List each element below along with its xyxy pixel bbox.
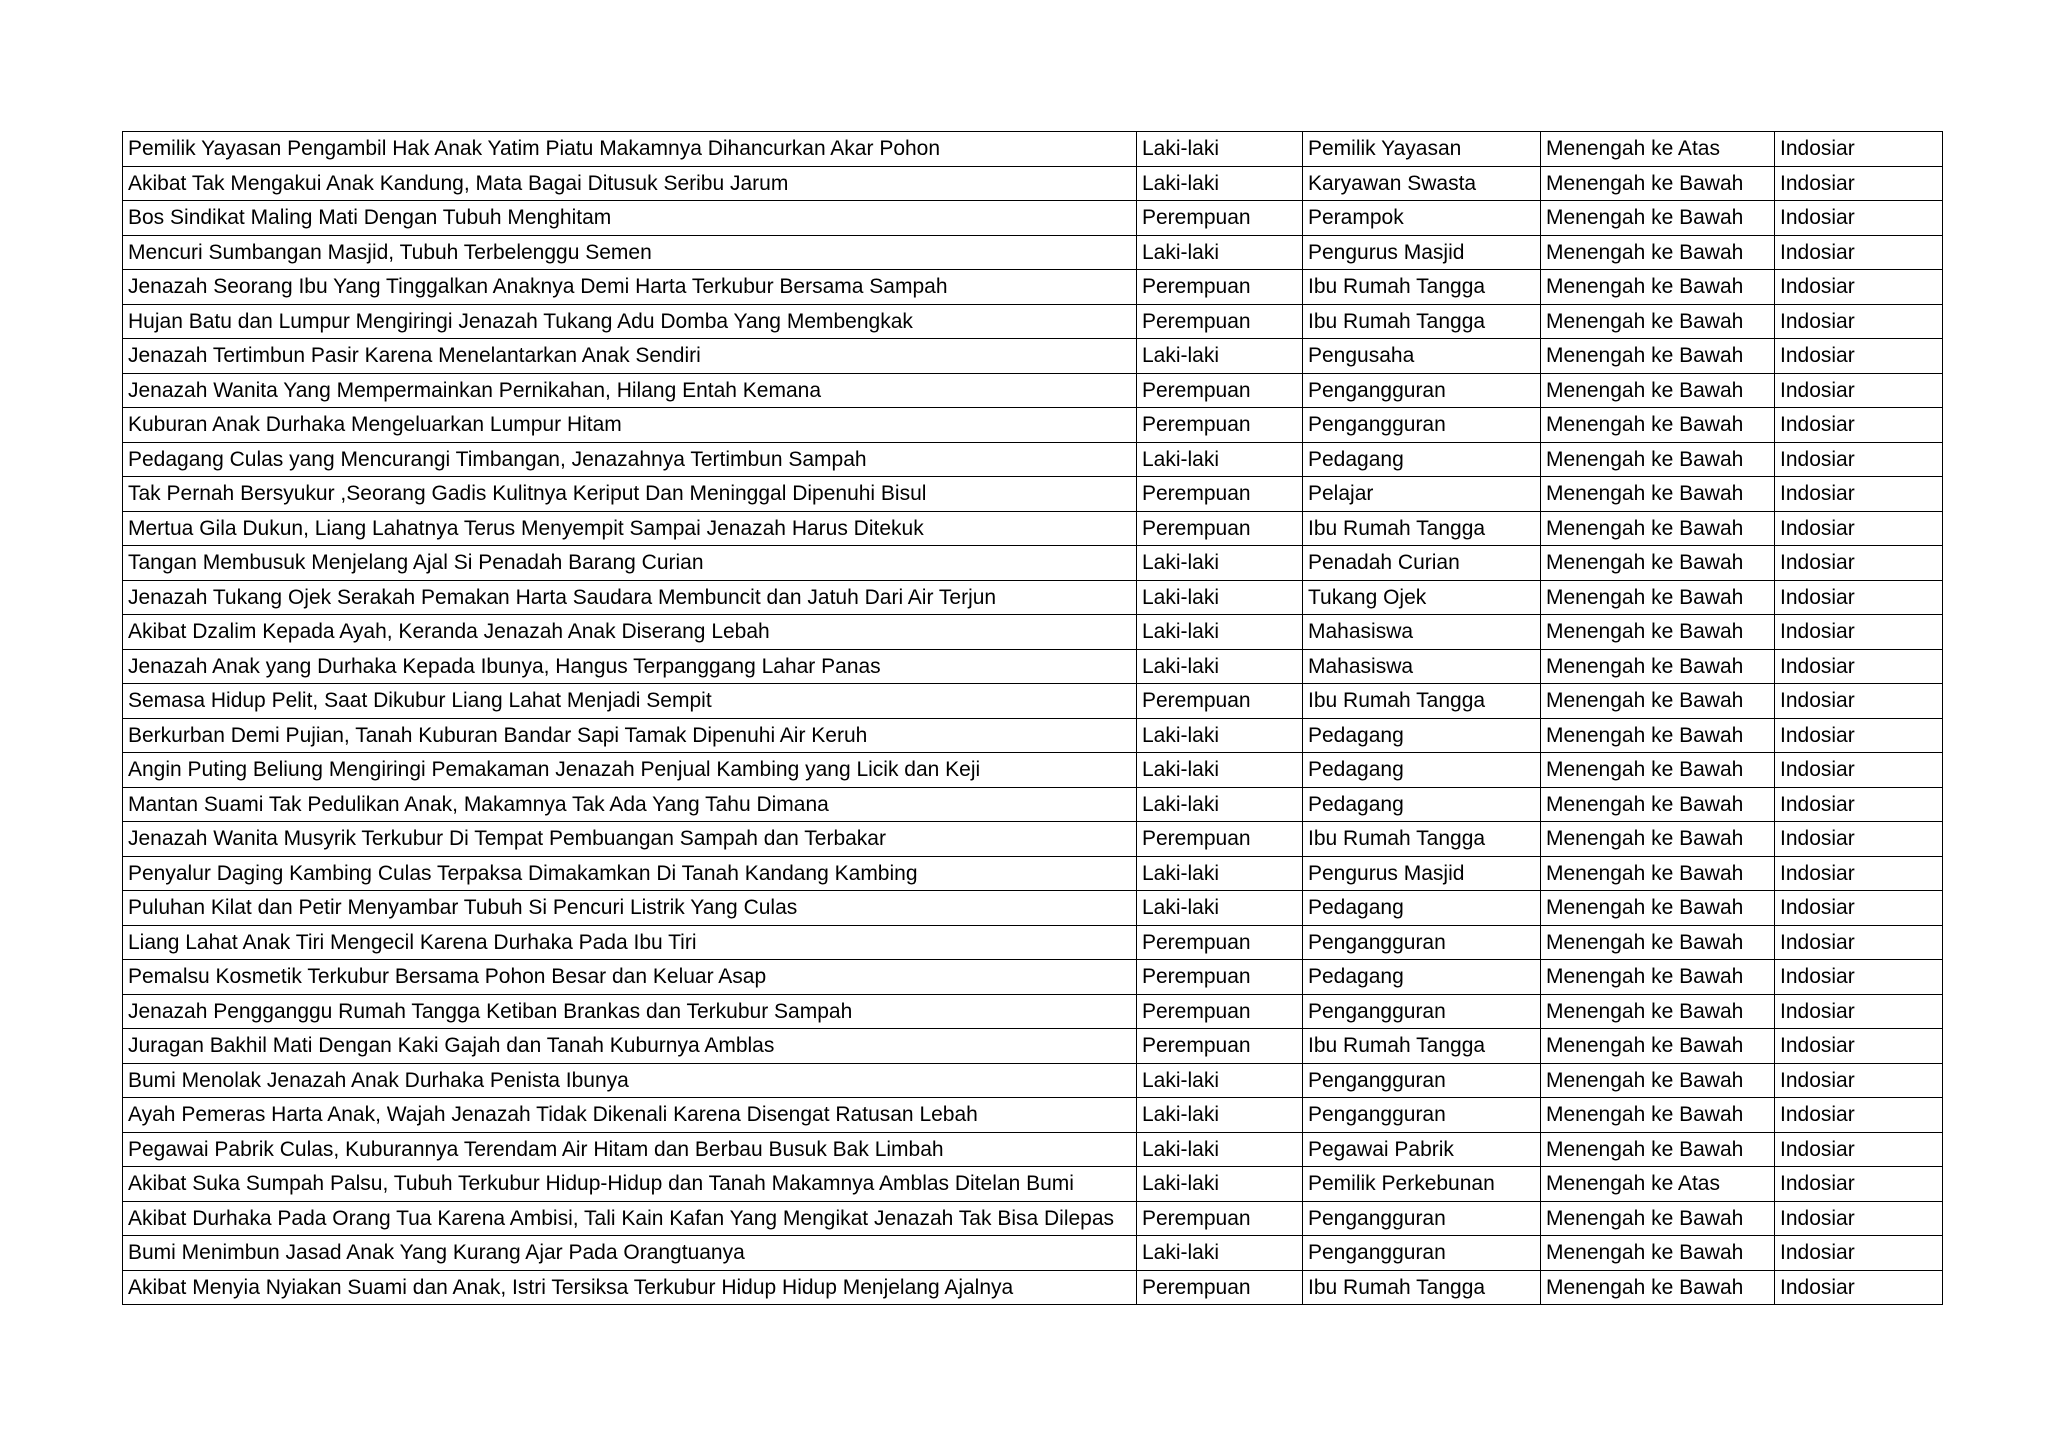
title-cell: Akibat Menyia Nyiakan Suami dan Anak, Istri Tersiksa Terkubur Hidup Hidup Menjelang Ajalnya — [123, 1270, 1137, 1305]
occupation-cell: Mahasiswa — [1303, 649, 1541, 684]
occupation-cell: Pelajar — [1303, 477, 1541, 512]
title-cell: Pegawai Pabrik Culas, Kuburannya Terendam Air Hitam dan Berbau Busuk Bak Limbah — [123, 1132, 1137, 1167]
gender-cell: Laki-laki — [1137, 580, 1303, 615]
occupation-cell: Penadah Curian — [1303, 546, 1541, 581]
title-cell: Akibat Durhaka Pada Orang Tua Karena Ambisi, Tali Kain Kafan Yang Mengikat Jenazah Tak Bisa Dilepas — [123, 1201, 1137, 1236]
title-cell: Jenazah Tukang Ojek Serakah Pemakan Harta Saudara Membuncit dan Jatuh Dari Air Terjun — [123, 580, 1137, 615]
station-cell: Indosiar — [1775, 753, 1943, 788]
table-row — [123, 1236, 1943, 1271]
table-row — [123, 822, 1943, 857]
occupation-cell: Pengurus Masjid — [1303, 235, 1541, 270]
class-cell: Menengah ke Bawah — [1541, 1201, 1775, 1236]
class-cell: Menengah ke Bawah — [1541, 408, 1775, 443]
gender-cell: Perempuan — [1137, 1029, 1303, 1064]
station-cell: Indosiar — [1775, 339, 1943, 374]
station-cell: Indosiar — [1775, 1236, 1943, 1271]
gender-cell: Laki-laki — [1137, 132, 1303, 167]
class-cell: Menengah ke Bawah — [1541, 546, 1775, 581]
title-cell: Jenazah Wanita Yang Mempermainkan Pernikahan, Hilang Entah Kemana — [123, 373, 1137, 408]
gender-cell: Laki-laki — [1137, 339, 1303, 374]
station-cell: Indosiar — [1775, 891, 1943, 926]
gender-cell: Laki-laki — [1137, 1167, 1303, 1202]
title-cell: Bumi Menimbun Jasad Anak Yang Kurang Ajar Pada Orangtuanya — [123, 1236, 1137, 1271]
station-cell: Indosiar — [1775, 856, 1943, 891]
title-cell: Jenazah Anak yang Durhaka Kepada Ibunya, Hangus Terpanggang Lahar Panas — [123, 649, 1137, 684]
station-cell: Indosiar — [1775, 994, 1943, 1029]
table-row — [123, 304, 1943, 339]
occupation-cell: Ibu Rumah Tangga — [1303, 822, 1541, 857]
table-row — [123, 718, 1943, 753]
table-row — [123, 1098, 1943, 1133]
title-cell: Mencuri Sumbangan Masjid, Tubuh Terbelenggu Semen — [123, 235, 1137, 270]
class-cell: Menengah ke Bawah — [1541, 1029, 1775, 1064]
occupation-cell: Pengangguran — [1303, 925, 1541, 960]
station-cell: Indosiar — [1775, 166, 1943, 201]
table-row — [123, 132, 1943, 167]
gender-cell: Laki-laki — [1137, 649, 1303, 684]
class-cell: Menengah ke Bawah — [1541, 994, 1775, 1029]
station-cell: Indosiar — [1775, 925, 1943, 960]
station-cell: Indosiar — [1775, 1132, 1943, 1167]
table-row — [123, 649, 1943, 684]
class-cell: Menengah ke Bawah — [1541, 1236, 1775, 1271]
table-row — [123, 787, 1943, 822]
station-cell: Indosiar — [1775, 580, 1943, 615]
occupation-cell: Pedagang — [1303, 960, 1541, 995]
gender-cell: Laki-laki — [1137, 1063, 1303, 1098]
station-cell: Indosiar — [1775, 408, 1943, 443]
gender-cell: Perempuan — [1137, 684, 1303, 719]
title-cell: Akibat Tak Mengakui Anak Kandung, Mata Bagai Ditusuk Seribu Jarum — [123, 166, 1137, 201]
occupation-cell: Pengurus Masjid — [1303, 856, 1541, 891]
table-row — [123, 1167, 1943, 1202]
table-row — [123, 408, 1943, 443]
title-cell: Akibat Suka Sumpah Palsu, Tubuh Terkubur Hidup-Hidup dan Tanah Makamnya Amblas Ditelan Bumi — [123, 1167, 1137, 1202]
station-cell: Indosiar — [1775, 615, 1943, 650]
title-cell: Pemilik Yayasan Pengambil Hak Anak Yatim Piatu Makamnya Dihancurkan Akar Pohon — [123, 132, 1137, 167]
class-cell: Menengah ke Bawah — [1541, 753, 1775, 788]
class-cell: Menengah ke Bawah — [1541, 304, 1775, 339]
gender-cell: Perempuan — [1137, 822, 1303, 857]
class-cell: Menengah ke Bawah — [1541, 270, 1775, 305]
table-row — [123, 580, 1943, 615]
station-cell: Indosiar — [1775, 1063, 1943, 1098]
occupation-cell: Perampok — [1303, 201, 1541, 236]
station-cell: Indosiar — [1775, 718, 1943, 753]
class-cell: Menengah ke Bawah — [1541, 718, 1775, 753]
station-cell: Indosiar — [1775, 1098, 1943, 1133]
station-cell: Indosiar — [1775, 787, 1943, 822]
table-row — [123, 235, 1943, 270]
class-cell: Menengah ke Bawah — [1541, 1063, 1775, 1098]
table-row — [123, 1029, 1943, 1064]
gender-cell: Laki-laki — [1137, 891, 1303, 926]
class-cell: Menengah ke Bawah — [1541, 891, 1775, 926]
occupation-cell: Pedagang — [1303, 442, 1541, 477]
station-cell: Indosiar — [1775, 132, 1943, 167]
station-cell: Indosiar — [1775, 477, 1943, 512]
occupation-cell: Mahasiswa — [1303, 615, 1541, 650]
occupation-cell: Pedagang — [1303, 787, 1541, 822]
table-row — [123, 1132, 1943, 1167]
gender-cell: Perempuan — [1137, 1270, 1303, 1305]
class-cell: Menengah ke Bawah — [1541, 477, 1775, 512]
occupation-cell: Ibu Rumah Tangga — [1303, 1270, 1541, 1305]
class-cell: Menengah ke Bawah — [1541, 787, 1775, 822]
title-cell: Akibat Dzalim Kepada Ayah, Keranda Jenazah Anak Diserang Lebah — [123, 615, 1137, 650]
station-cell: Indosiar — [1775, 442, 1943, 477]
gender-cell: Laki-laki — [1137, 1236, 1303, 1271]
title-cell: Pedagang Culas yang Mencurangi Timbangan, Jenazahnya Tertimbun Sampah — [123, 442, 1137, 477]
class-cell: Menengah ke Bawah — [1541, 166, 1775, 201]
table-row — [123, 166, 1943, 201]
gender-cell: Perempuan — [1137, 304, 1303, 339]
table-row — [123, 856, 1943, 891]
occupation-cell: Tukang Ojek — [1303, 580, 1541, 615]
gender-cell: Laki-laki — [1137, 546, 1303, 581]
station-cell: Indosiar — [1775, 822, 1943, 857]
gender-cell: Laki-laki — [1137, 753, 1303, 788]
gender-cell: Laki-laki — [1137, 442, 1303, 477]
gender-cell: Laki-laki — [1137, 787, 1303, 822]
gender-cell: Perempuan — [1137, 408, 1303, 443]
class-cell: Menengah ke Bawah — [1541, 580, 1775, 615]
gender-cell: Laki-laki — [1137, 856, 1303, 891]
title-cell: Angin Puting Beliung Mengiringi Pemakaman Jenazah Penjual Kambing yang Licik dan Keji — [123, 753, 1137, 788]
title-cell: Hujan Batu dan Lumpur Mengiringi Jenazah Tukang Adu Domba Yang Membengkak — [123, 304, 1137, 339]
station-cell: Indosiar — [1775, 649, 1943, 684]
title-cell: Jenazah Wanita Musyrik Terkubur Di Tempat Pembuangan Sampah dan Terbakar — [123, 822, 1137, 857]
title-cell: Puluhan Kilat dan Petir Menyambar Tubuh Si Pencuri Listrik Yang Culas — [123, 891, 1137, 926]
class-cell: Menengah ke Bawah — [1541, 856, 1775, 891]
station-cell: Indosiar — [1775, 1201, 1943, 1236]
table-row — [123, 960, 1943, 995]
gender-cell: Perempuan — [1137, 925, 1303, 960]
gender-cell: Laki-laki — [1137, 235, 1303, 270]
class-cell: Menengah ke Bawah — [1541, 649, 1775, 684]
table-row — [123, 270, 1943, 305]
title-cell: Jenazah Pengganggu Rumah Tangga Ketiban Brankas dan Terkubur Sampah — [123, 994, 1137, 1029]
occupation-cell: Pengangguran — [1303, 994, 1541, 1029]
station-cell: Indosiar — [1775, 546, 1943, 581]
title-cell: Semasa Hidup Pelit, Saat Dikubur Liang Lahat Menjadi Sempit — [123, 684, 1137, 719]
occupation-cell: Ibu Rumah Tangga — [1303, 1029, 1541, 1064]
occupation-cell: Pengangguran — [1303, 1236, 1541, 1271]
station-cell: Indosiar — [1775, 304, 1943, 339]
occupation-cell: Ibu Rumah Tangga — [1303, 304, 1541, 339]
title-cell: Penyalur Daging Kambing Culas Terpaksa Dimakamkan Di Tanah Kandang Kambing — [123, 856, 1137, 891]
gender-cell: Perempuan — [1137, 960, 1303, 995]
table-row — [123, 684, 1943, 719]
occupation-cell: Pengangguran — [1303, 1098, 1541, 1133]
class-cell: Menengah ke Bawah — [1541, 684, 1775, 719]
table-row — [123, 546, 1943, 581]
class-cell: Menengah ke Bawah — [1541, 615, 1775, 650]
gender-cell: Perempuan — [1137, 201, 1303, 236]
gender-cell: Perempuan — [1137, 477, 1303, 512]
gender-cell: Laki-laki — [1137, 1098, 1303, 1133]
station-cell: Indosiar — [1775, 270, 1943, 305]
table-row — [123, 442, 1943, 477]
class-cell: Menengah ke Bawah — [1541, 822, 1775, 857]
class-cell: Menengah ke Bawah — [1541, 1132, 1775, 1167]
title-cell: Bumi Menolak Jenazah Anak Durhaka Penista Ibunya — [123, 1063, 1137, 1098]
station-cell: Indosiar — [1775, 201, 1943, 236]
title-cell: Mertua Gila Dukun, Liang Lahatnya Terus Menyempit Sampai Jenazah Harus Ditekuk — [123, 511, 1137, 546]
title-cell: Tak Pernah Bersyukur ,Seorang Gadis Kulitnya Keriput Dan Meninggal Dipenuhi Bisul — [123, 477, 1137, 512]
title-cell: Mantan Suami Tak Pedulikan Anak, Makamnya Tak Ada Yang Tahu Dimana — [123, 787, 1137, 822]
title-cell: Pemalsu Kosmetik Terkubur Bersama Pohon Besar dan Keluar Asap — [123, 960, 1137, 995]
station-cell: Indosiar — [1775, 1167, 1943, 1202]
title-cell: Ayah Pemeras Harta Anak, Wajah Jenazah Tidak Dikenali Karena Disengat Ratusan Lebah — [123, 1098, 1137, 1133]
title-cell: Kuburan Anak Durhaka Mengeluarkan Lumpur Hitam — [123, 408, 1137, 443]
occupation-cell: Pengangguran — [1303, 408, 1541, 443]
class-cell: Menengah ke Bawah — [1541, 925, 1775, 960]
station-cell: Indosiar — [1775, 1270, 1943, 1305]
occupation-cell: Pengangguran — [1303, 1201, 1541, 1236]
station-cell: Indosiar — [1775, 511, 1943, 546]
title-cell: Liang Lahat Anak Tiri Mengecil Karena Durhaka Pada Ibu Tiri — [123, 925, 1137, 960]
occupation-cell: Pegawai Pabrik — [1303, 1132, 1541, 1167]
occupation-cell: Ibu Rumah Tangga — [1303, 270, 1541, 305]
table-row — [123, 1201, 1943, 1236]
gender-cell: Perempuan — [1137, 373, 1303, 408]
class-cell: Menengah ke Bawah — [1541, 235, 1775, 270]
table-row — [123, 373, 1943, 408]
station-cell: Indosiar — [1775, 960, 1943, 995]
occupation-cell: Pemilik Perkebunan — [1303, 1167, 1541, 1202]
occupation-cell: Ibu Rumah Tangga — [1303, 684, 1541, 719]
station-cell: Indosiar — [1775, 373, 1943, 408]
occupation-cell: Pengusaha — [1303, 339, 1541, 374]
table-row — [123, 511, 1943, 546]
title-cell: Bos Sindikat Maling Mati Dengan Tubuh Menghitam — [123, 201, 1137, 236]
occupation-cell: Pemilik Yayasan — [1303, 132, 1541, 167]
gender-cell: Perempuan — [1137, 1201, 1303, 1236]
table-row — [123, 201, 1943, 236]
occupation-cell: Pedagang — [1303, 891, 1541, 926]
table-row — [123, 477, 1943, 512]
occupation-cell: Ibu Rumah Tangga — [1303, 511, 1541, 546]
table-row — [123, 1270, 1943, 1305]
class-cell: Menengah ke Bawah — [1541, 339, 1775, 374]
class-cell: Menengah ke Bawah — [1541, 373, 1775, 408]
station-cell: Indosiar — [1775, 684, 1943, 719]
gender-cell: Perempuan — [1137, 270, 1303, 305]
table-row — [123, 753, 1943, 788]
gender-cell: Laki-laki — [1137, 166, 1303, 201]
title-cell: Juragan Bakhil Mati Dengan Kaki Gajah dan Tanah Kuburnya Amblas — [123, 1029, 1137, 1064]
gender-cell: Laki-laki — [1137, 718, 1303, 753]
class-cell: Menengah ke Bawah — [1541, 1270, 1775, 1305]
class-cell: Menengah ke Atas — [1541, 1167, 1775, 1202]
gender-cell: Laki-laki — [1137, 1132, 1303, 1167]
table-row — [123, 339, 1943, 374]
class-cell: Menengah ke Atas — [1541, 132, 1775, 167]
class-cell: Menengah ke Bawah — [1541, 201, 1775, 236]
table-row — [123, 891, 1943, 926]
table-body — [123, 132, 1943, 1305]
table-row — [123, 925, 1943, 960]
title-cell: Berkurban Demi Pujian, Tanah Kuburan Bandar Sapi Tamak Dipenuhi Air Keruh — [123, 718, 1137, 753]
title-cell: Tangan Membusuk Menjelang Ajal Si Penadah Barang Curian — [123, 546, 1137, 581]
class-cell: Menengah ke Bawah — [1541, 960, 1775, 995]
station-cell: Indosiar — [1775, 235, 1943, 270]
class-cell: Menengah ke Bawah — [1541, 442, 1775, 477]
occupation-cell: Pedagang — [1303, 753, 1541, 788]
table-row — [123, 615, 1943, 650]
gender-cell: Perempuan — [1137, 994, 1303, 1029]
occupation-cell: Pedagang — [1303, 718, 1541, 753]
occupation-cell: Pengangguran — [1303, 1063, 1541, 1098]
class-cell: Menengah ke Bawah — [1541, 511, 1775, 546]
table-row — [123, 1063, 1943, 1098]
station-cell: Indosiar — [1775, 1029, 1943, 1064]
title-cell: Jenazah Tertimbun Pasir Karena Menelantarkan Anak Sendiri — [123, 339, 1137, 374]
data-table — [122, 131, 1943, 1305]
gender-cell: Perempuan — [1137, 511, 1303, 546]
table-row — [123, 994, 1943, 1029]
title-cell: Jenazah Seorang Ibu Yang Tinggalkan Anaknya Demi Harta Terkubur Bersama Sampah — [123, 270, 1137, 305]
gender-cell: Laki-laki — [1137, 615, 1303, 650]
occupation-cell: Pengangguran — [1303, 373, 1541, 408]
occupation-cell: Karyawan Swasta — [1303, 166, 1541, 201]
class-cell: Menengah ke Bawah — [1541, 1098, 1775, 1133]
